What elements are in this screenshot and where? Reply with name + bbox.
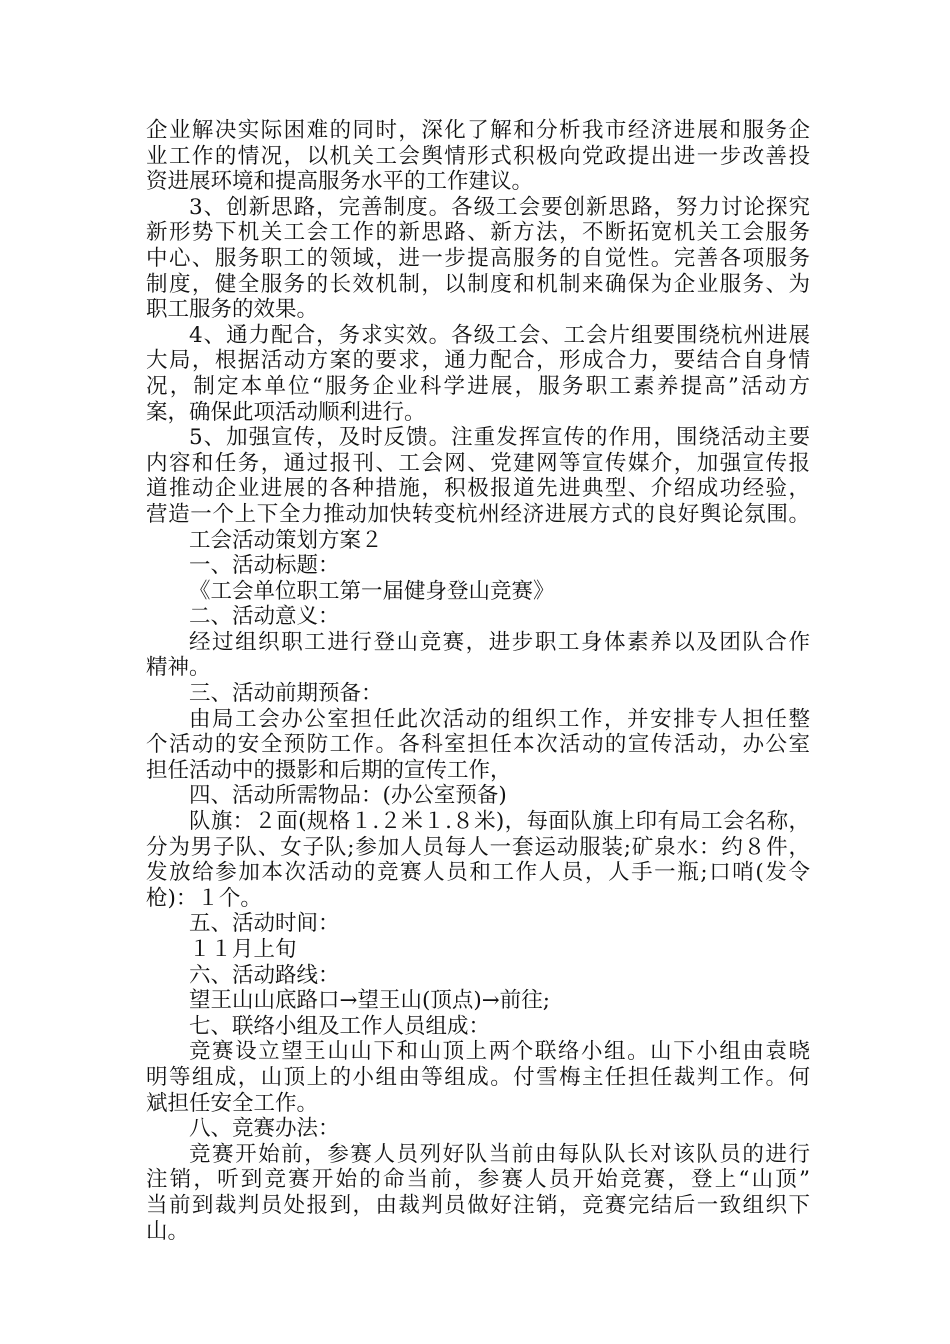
text-line: 中心、服务职工的领域，进一步提高服务的自觉性。完善各项服务 (146, 245, 810, 271)
text-line: 案，确保此项活动顺利进行。 (146, 399, 426, 425)
text-line: 3、创新思路，完善制度。各级工会要创新思路，努力讨论探究 (189, 194, 810, 220)
text-line: 《工会单位职工第一届健身登山竞赛》 (189, 578, 555, 604)
text-line: 五、活动时间： (189, 911, 340, 937)
text-line: 四、活动所需物品：(办公室预备) (189, 783, 507, 809)
text-line: 由局工会办公室担任此次活动的组织工作，并安排专人担任整 (189, 706, 810, 732)
text-line: 内容和任务，通过报刊、工会网、党建网等宣传媒介，加强宣传报 (146, 450, 810, 476)
text-line: 职工服务的效果。 (146, 297, 319, 323)
text-line: 精神。 (146, 655, 211, 681)
text-line: 六、活动路线： (189, 962, 340, 988)
text-line: 一、活动标题： (189, 553, 340, 579)
text-line: 队旗：２面(规格１.２米１.８米)，每面队旗上印有局工会名称， (189, 809, 810, 835)
text-line: 企业解决实际困难的同时，深化了解和分析我市经济进展和服务企 (146, 118, 810, 143)
text-line: 望王山山底路口→望王山(顶点)→前往; (189, 988, 551, 1014)
text-line: １１月上旬 (189, 937, 297, 962)
text-line: 制度，健全服务的长效机制，以制度和机制来确保为企业服务、为 (146, 271, 810, 297)
text-line: 业工作的情况，以机关工会舆情形式积极向党政提出进一步改善投 (146, 143, 810, 169)
text-line: 七、联络小组及工作人员组成： (189, 1013, 491, 1039)
text-line: 大局，根据活动方案的要求，通力配合，形成合力，要结合自身情 (146, 348, 810, 374)
text-line: 发放给参加本次活动的竞赛人员和工作人员，人手一瓶;口哨(发令 (146, 860, 810, 886)
text-line: 三、活动前期预备： (189, 681, 383, 707)
text-line: 资进展环境和提高服务水平的工作建议。 (146, 169, 534, 195)
text-line: 二、活动意义： (189, 604, 340, 630)
text-line: 注销，听到竞赛开始的命当前，参赛人员开始竞赛，登上“山顶” (146, 1167, 810, 1193)
text-line: 斌担任安全工作。 (146, 1090, 319, 1116)
text-line: 担任活动中的摄影和后期的宣传工作， (146, 757, 512, 783)
text-line: 4、通力配合，务求实效。各级工会、工会片组要围绕杭州进展 (189, 322, 810, 348)
text-line: 新形势下机关工会工作的新思路、新方法，不断拓宽机关工会服务 (146, 220, 810, 246)
text-line: 枪)：１个。 (146, 885, 262, 911)
text-line: 竞赛设立望王山山下和山顶上两个联络小组。山下小组由袁晓 (189, 1039, 810, 1065)
document-body (146, 118, 810, 1244)
text-line: 当前到裁判员处报到，由裁判员做好注销，竞赛完结后一致组织下 (146, 1192, 810, 1218)
text-line: 经过组织职工进行登山竞赛，进步职工身体素养以及团队合作 (189, 629, 810, 655)
text-line: 八、竞赛办法： (189, 1116, 340, 1142)
text-line: 营造一个上下全力推动加快转变杭州经济进展方式的良好舆论氛围。 (146, 501, 810, 527)
text-line: 道推动企业进展的各种措施，积极报道先进典型、介绍成功经验， (146, 476, 810, 502)
text-line: 山。 (146, 1218, 190, 1244)
text-line: 分为男子队、女子队;参加人员每人一套运动服装;矿泉水：约８件， (146, 834, 810, 860)
text-line: 工会活动策划方案２ (189, 527, 383, 553)
text-line: 况，制定本单位“服务企业科学进展，服务职工素养提高”活动方 (146, 373, 810, 399)
text-line: 个活动的安全预防工作。各科室担任本次活动的宣传活动，办公室 (146, 732, 810, 758)
text-line: 明等组成，山顶上的小组由等组成。付雪梅主任担任裁判工作。何 (146, 1064, 810, 1090)
text-line: 5、加强宣传，及时反馈。注重发挥宣传的作用，围绕活动主要 (189, 425, 810, 451)
text-line: 竞赛开始前，参赛人员列好队当前由每队队长对该队员的进行 (189, 1141, 810, 1167)
